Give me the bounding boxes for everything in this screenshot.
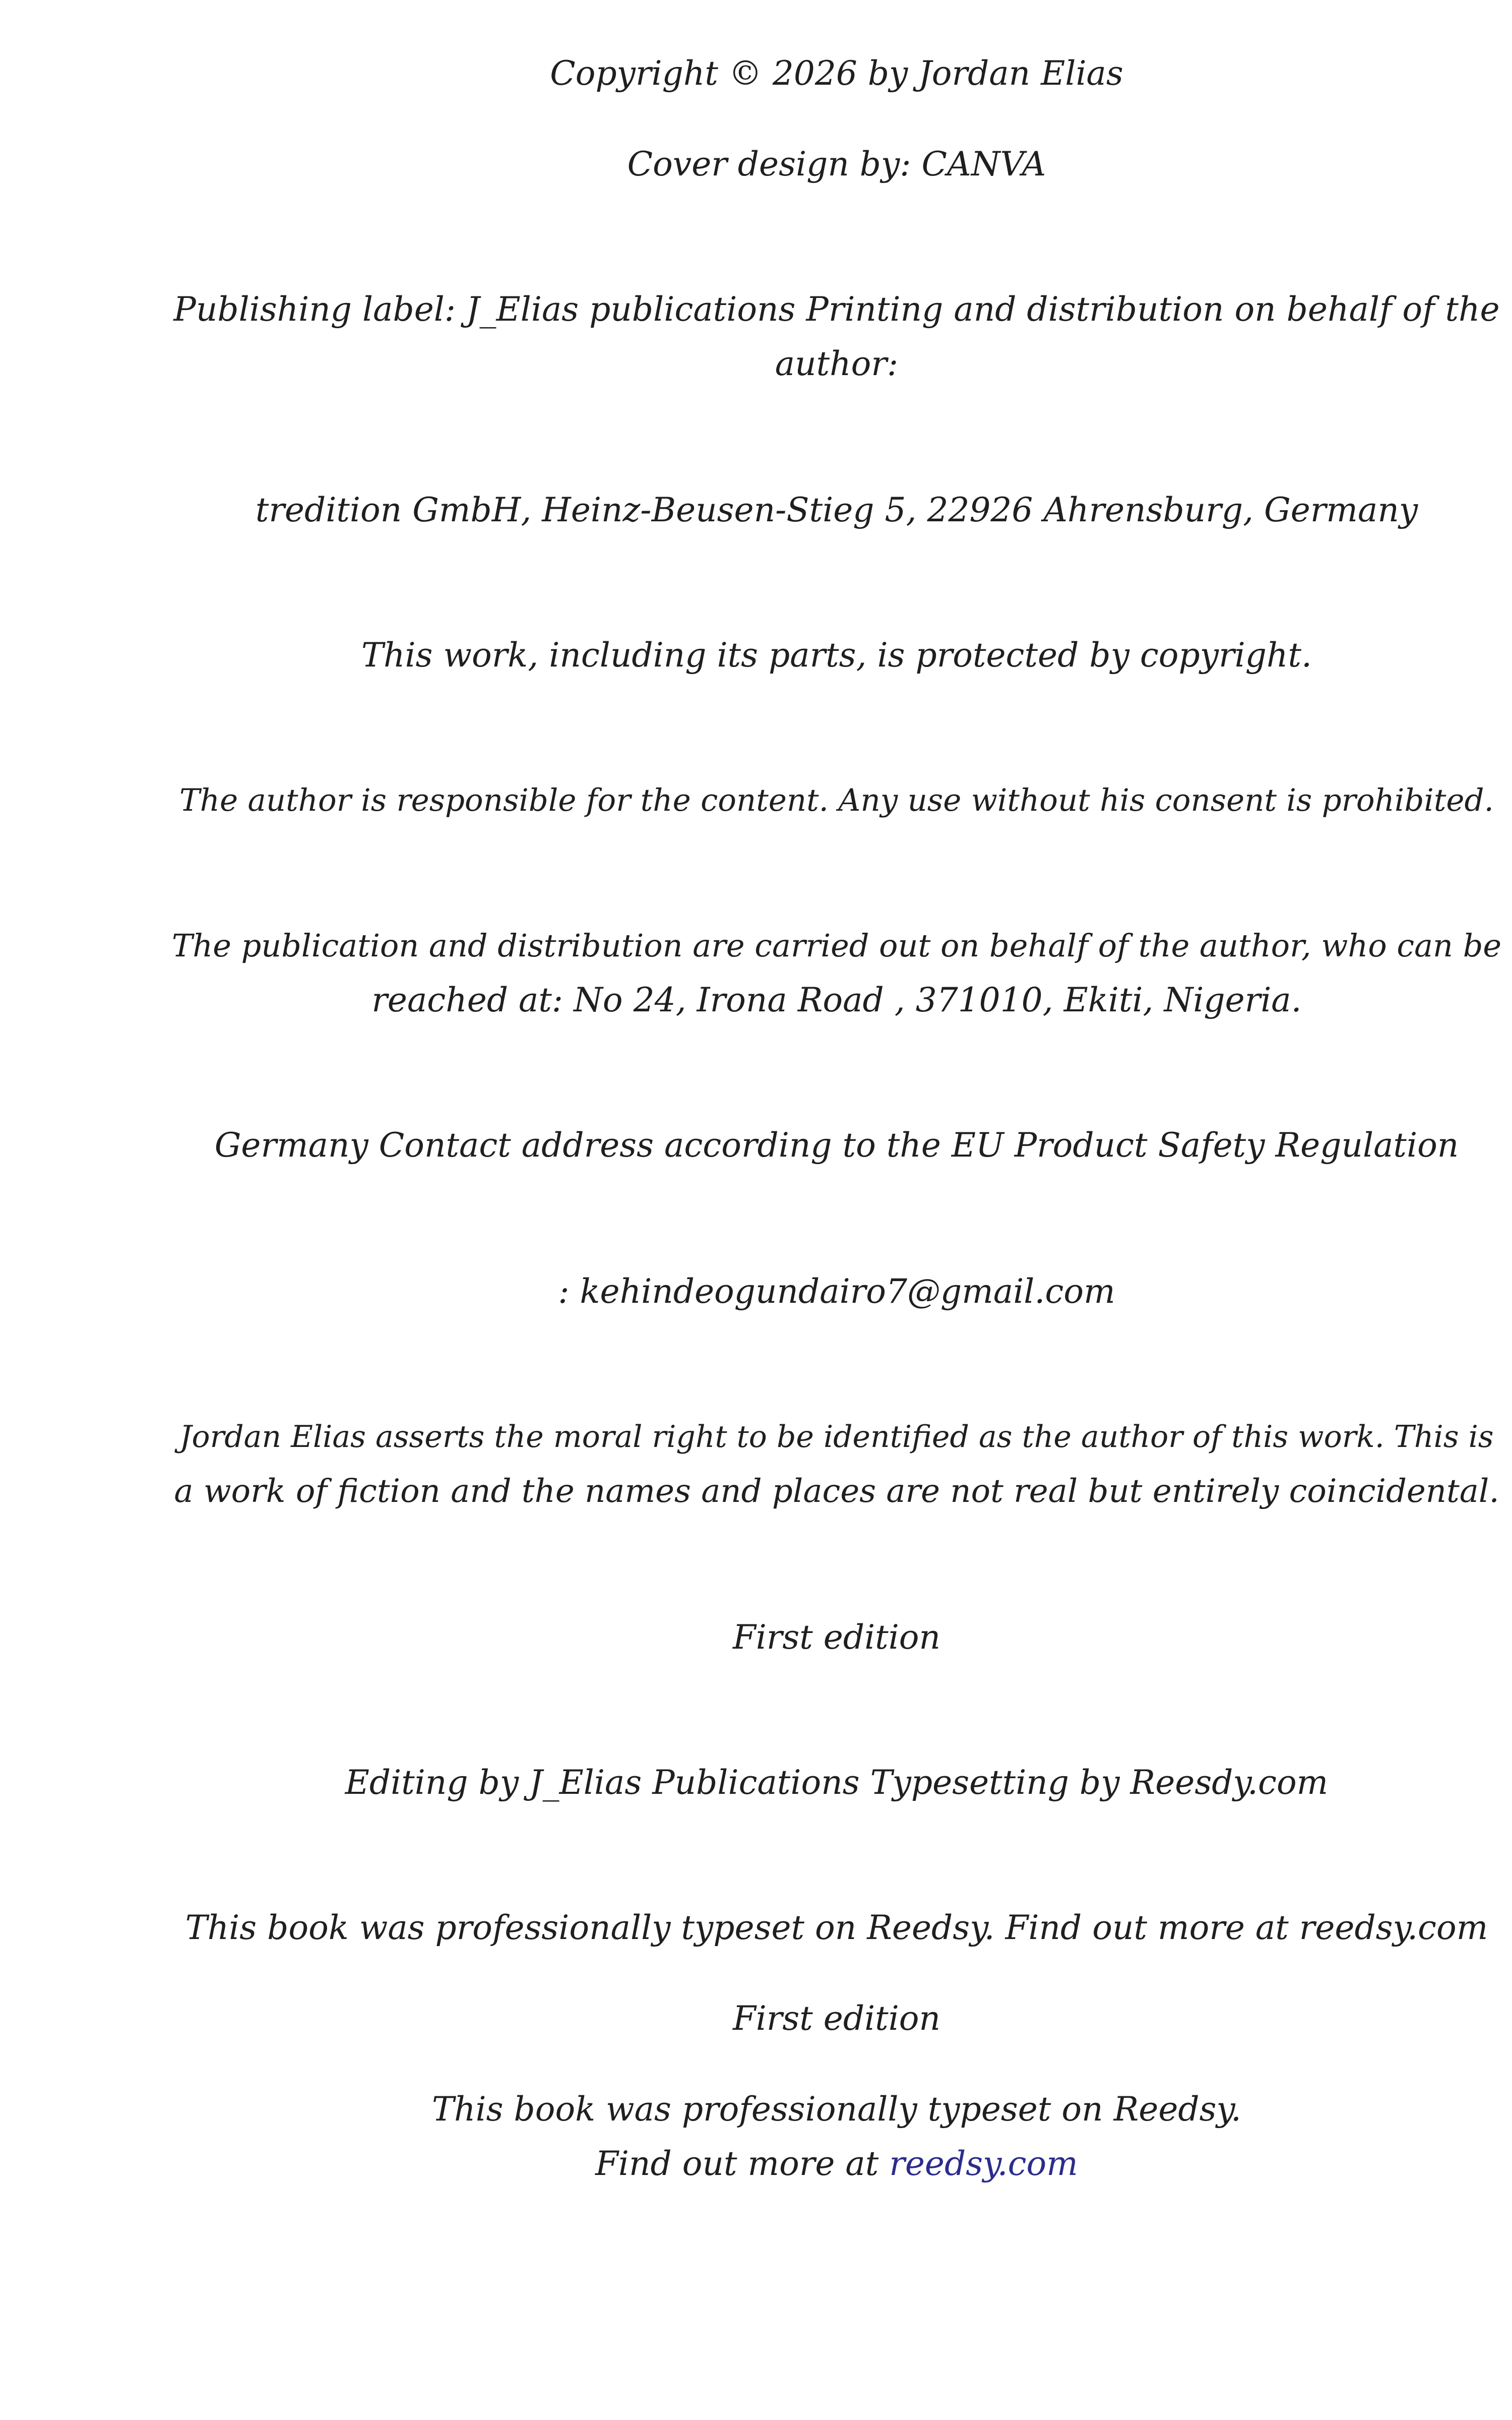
find-out-more-prefix: Find out more at bbox=[595, 2144, 890, 2183]
reedsy-find-out-more bbox=[171, 2137, 1502, 2191]
cover-design-credit: Cover design by: CANVA bbox=[627, 145, 1046, 184]
publishing-label-line-2: author: bbox=[775, 344, 899, 383]
author-responsibility-notice: The author is responsible for the content. Any use without his consent is prohibited. bbox=[179, 782, 1494, 818]
copyright-line: Copyright © 2026 by Jordan Elias bbox=[550, 54, 1123, 93]
eu-contact-heading: Germany Contact address according to the EU Product Safety Regulation bbox=[214, 1126, 1459, 1165]
edition-label: First edition bbox=[732, 1618, 941, 1657]
distribution-notice-line-1: The publication and distribution are carried out on behalf of the author, who can be bbox=[171, 927, 1502, 964]
eu-contact-email: : kehindeogundairo7@gmail.com bbox=[558, 1272, 1115, 1311]
editing-credit: Editing by J_Elias Publications Typesetting by Reesdy.com bbox=[345, 1763, 1329, 1802]
publisher-address: tredition GmbH, Heinz-Beusen-Stieg 5, 22926 Ahrensburg, Germany bbox=[255, 491, 1418, 529]
publishing-label-line-1: Publishing label: J_Elias publications Printing and distribution on behalf of the bbox=[173, 290, 1500, 329]
distribution-notice-line-2: reached at: No 24, Irona Road , 371010, Ekiti, Nigeria. bbox=[371, 981, 1302, 1019]
edition-label-2: First edition bbox=[732, 1999, 941, 2038]
moral-rights-line-2: a work of fiction and the names and places are not real but entirely coincidental. bbox=[174, 1473, 1499, 1510]
moral-rights-line-1: Jordan Elias asserts the moral right to be identified as the author of this work. This is bbox=[179, 1419, 1494, 1455]
reedsy-typeset-notice: This book was professionally typeset on Reedsy. Find out more at reedsy.com bbox=[185, 1908, 1488, 1947]
reedsy-link[interactable]: reedsy.com bbox=[889, 2144, 1078, 2183]
copyright-protection-notice: This work, including its parts, is protected by copyright. bbox=[361, 636, 1312, 675]
reedsy-typeset-notice-2: This book was professionally typeset on Reedsy. bbox=[431, 2090, 1241, 2129]
